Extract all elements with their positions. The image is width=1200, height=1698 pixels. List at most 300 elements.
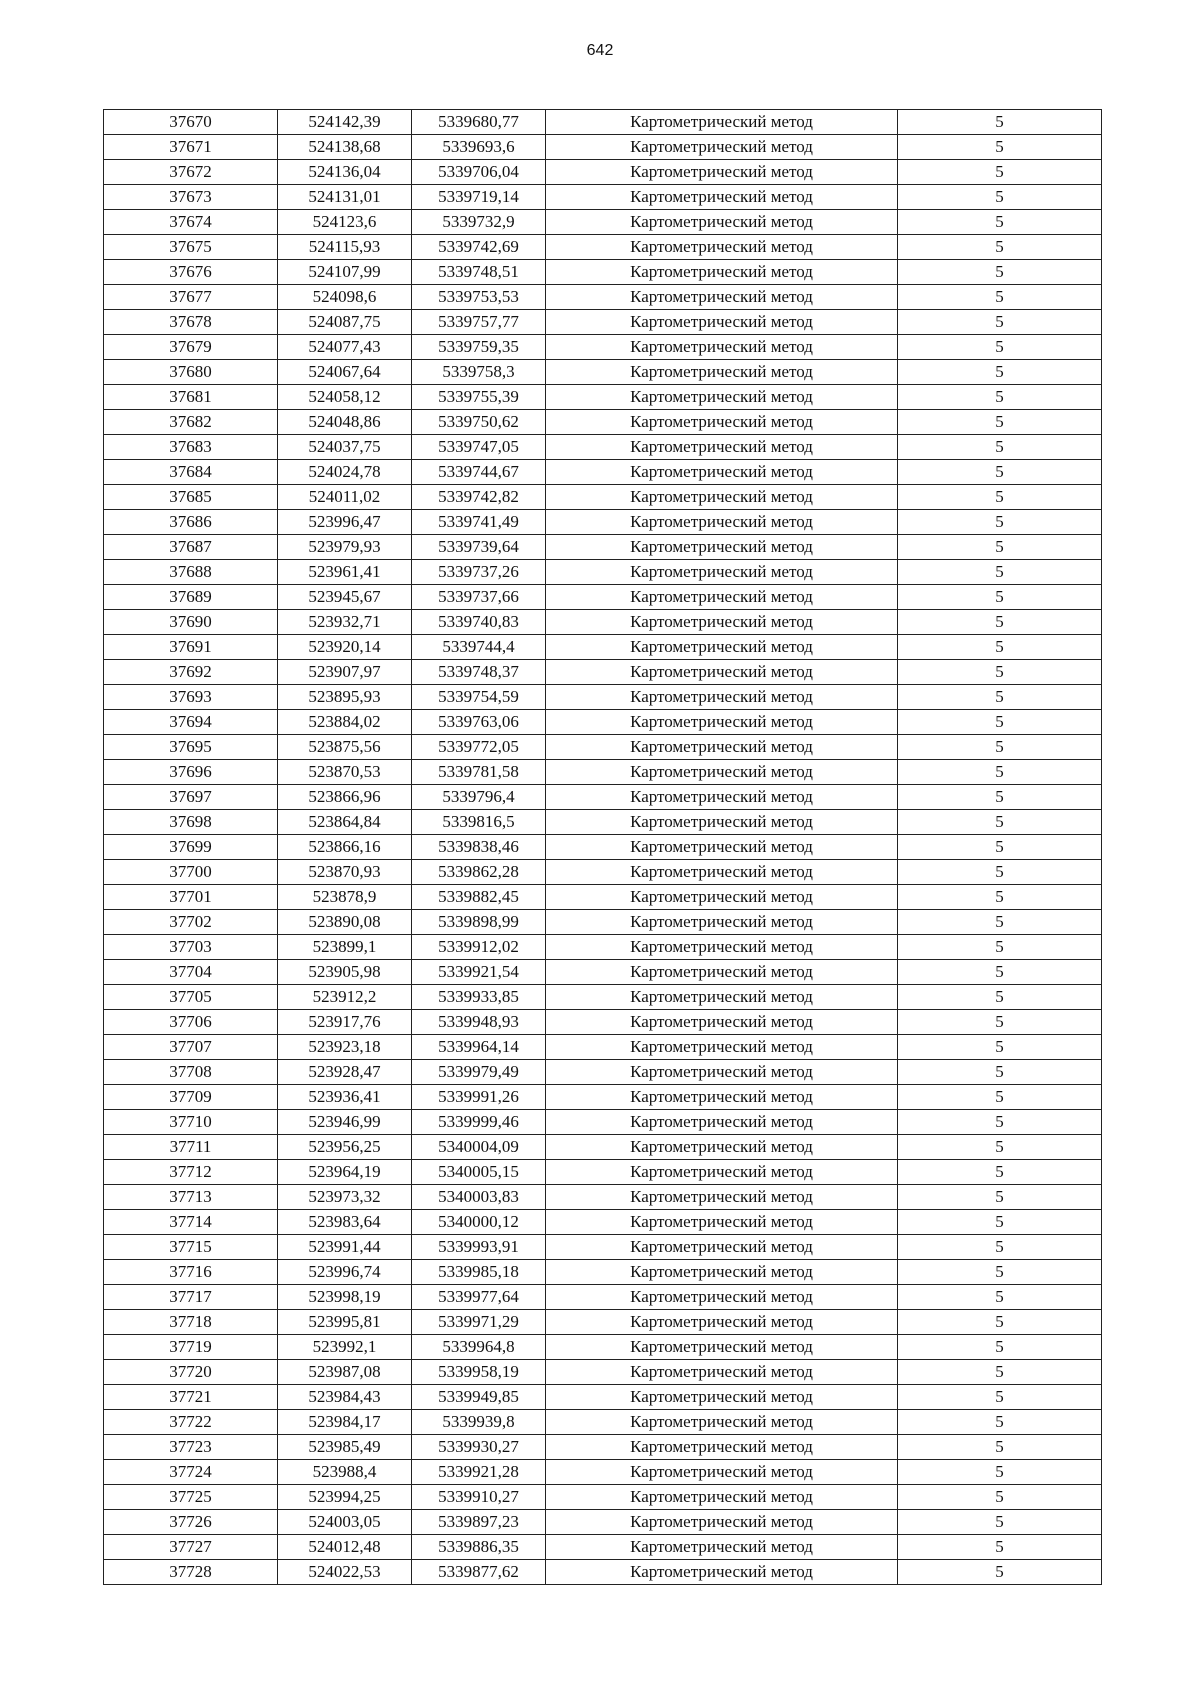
y-coordinate-cell: 5339862,28	[412, 860, 546, 885]
x-coordinate-cell: 524012,48	[278, 1535, 412, 1560]
x-coordinate-cell: 524131,01	[278, 185, 412, 210]
y-coordinate-cell: 5339732,9	[412, 210, 546, 235]
coordinates-table	[103, 109, 1102, 1585]
y-coordinate-cell: 5339744,4	[412, 635, 546, 660]
point-number-cell: 37726	[104, 1510, 278, 1535]
y-coordinate-cell: 5339748,51	[412, 260, 546, 285]
x-coordinate-cell: 523973,32	[278, 1185, 412, 1210]
method-cell: Картометрический метод	[546, 1235, 898, 1260]
x-coordinate-cell: 523994,25	[278, 1485, 412, 1510]
accuracy-cell: 5	[898, 1310, 1102, 1335]
point-number-cell: 37707	[104, 1035, 278, 1060]
x-coordinate-cell: 523936,41	[278, 1085, 412, 1110]
x-coordinate-cell: 523992,1	[278, 1335, 412, 1360]
y-coordinate-cell: 5339897,23	[412, 1510, 546, 1535]
y-coordinate-cell: 5339939,8	[412, 1410, 546, 1435]
table-row	[104, 110, 1102, 135]
accuracy-cell: 5	[898, 1460, 1102, 1485]
x-coordinate-cell: 523928,47	[278, 1060, 412, 1085]
table-row	[104, 535, 1102, 560]
point-number-cell: 37722	[104, 1410, 278, 1435]
accuracy-cell: 5	[898, 485, 1102, 510]
table-row	[104, 860, 1102, 885]
method-cell: Картометрический метод	[546, 685, 898, 710]
x-coordinate-cell: 523870,53	[278, 760, 412, 785]
method-cell: Картометрический метод	[546, 1335, 898, 1360]
y-coordinate-cell: 5339758,3	[412, 360, 546, 385]
table-row	[104, 460, 1102, 485]
x-coordinate-cell: 523895,93	[278, 685, 412, 710]
accuracy-cell: 5	[898, 1360, 1102, 1385]
method-cell: Картометрический метод	[546, 735, 898, 760]
method-cell: Картометрический метод	[546, 560, 898, 585]
point-number-cell: 37723	[104, 1435, 278, 1460]
y-coordinate-cell: 5339680,77	[412, 110, 546, 135]
accuracy-cell: 5	[898, 110, 1102, 135]
point-number-cell: 37679	[104, 335, 278, 360]
x-coordinate-cell: 523983,64	[278, 1210, 412, 1235]
table-row	[104, 785, 1102, 810]
accuracy-cell: 5	[898, 1010, 1102, 1035]
y-coordinate-cell: 5339898,99	[412, 910, 546, 935]
accuracy-cell: 5	[898, 1185, 1102, 1210]
accuracy-cell: 5	[898, 885, 1102, 910]
method-cell: Картометрический метод	[546, 1435, 898, 1460]
point-number-cell: 37705	[104, 985, 278, 1010]
method-cell: Картометрический метод	[546, 285, 898, 310]
x-coordinate-cell: 523917,76	[278, 1010, 412, 1035]
x-coordinate-cell: 523899,1	[278, 935, 412, 960]
accuracy-cell: 5	[898, 1560, 1102, 1585]
accuracy-cell: 5	[898, 135, 1102, 160]
y-coordinate-cell: 5339877,62	[412, 1560, 546, 1585]
point-number-cell: 37708	[104, 1060, 278, 1085]
method-cell: Картометрический метод	[546, 660, 898, 685]
method-cell: Картометрический метод	[546, 535, 898, 560]
point-number-cell: 37712	[104, 1160, 278, 1185]
table-row	[104, 335, 1102, 360]
point-number-cell: 37713	[104, 1185, 278, 1210]
accuracy-cell: 5	[898, 510, 1102, 535]
accuracy-cell: 5	[898, 1510, 1102, 1535]
point-number-cell: 37677	[104, 285, 278, 310]
method-cell: Картометрический метод	[546, 910, 898, 935]
method-cell: Картометрический метод	[546, 985, 898, 1010]
x-coordinate-cell: 524138,68	[278, 135, 412, 160]
table-row	[104, 660, 1102, 685]
accuracy-cell: 5	[898, 335, 1102, 360]
y-coordinate-cell: 5339964,8	[412, 1335, 546, 1360]
accuracy-cell: 5	[898, 1410, 1102, 1435]
table-row	[104, 610, 1102, 635]
table-row	[104, 1160, 1102, 1185]
accuracy-cell: 5	[898, 810, 1102, 835]
method-cell: Картометрический метод	[546, 1285, 898, 1310]
table-row	[104, 1485, 1102, 1510]
table-row	[104, 1310, 1102, 1335]
table-row	[104, 810, 1102, 835]
x-coordinate-cell: 524107,99	[278, 260, 412, 285]
table-row	[104, 435, 1102, 460]
coordinates-table-body	[104, 110, 1102, 1585]
accuracy-cell: 5	[898, 560, 1102, 585]
y-coordinate-cell: 5339816,5	[412, 810, 546, 835]
accuracy-cell: 5	[898, 210, 1102, 235]
y-coordinate-cell: 5339985,18	[412, 1260, 546, 1285]
point-number-cell: 37694	[104, 710, 278, 735]
point-number-cell: 37678	[104, 310, 278, 335]
table-row	[104, 960, 1102, 985]
accuracy-cell: 5	[898, 1135, 1102, 1160]
point-number-cell: 37711	[104, 1135, 278, 1160]
method-cell: Картометрический метод	[546, 1110, 898, 1135]
point-number-cell: 37676	[104, 260, 278, 285]
y-coordinate-cell: 5339949,85	[412, 1385, 546, 1410]
y-coordinate-cell: 5339933,85	[412, 985, 546, 1010]
y-coordinate-cell: 5340004,09	[412, 1135, 546, 1160]
accuracy-cell: 5	[898, 310, 1102, 335]
point-number-cell: 37704	[104, 960, 278, 985]
x-coordinate-cell: 524136,04	[278, 160, 412, 185]
table-row	[104, 585, 1102, 610]
method-cell: Картометрический метод	[546, 935, 898, 960]
point-number-cell: 37728	[104, 1560, 278, 1585]
method-cell: Картометрический метод	[546, 260, 898, 285]
method-cell: Картометрический метод	[546, 810, 898, 835]
x-coordinate-cell: 523866,16	[278, 835, 412, 860]
y-coordinate-cell: 5339993,91	[412, 1235, 546, 1260]
point-number-cell: 37683	[104, 435, 278, 460]
accuracy-cell: 5	[898, 1435, 1102, 1460]
y-coordinate-cell: 5339991,26	[412, 1085, 546, 1110]
y-coordinate-cell: 5339910,27	[412, 1485, 546, 1510]
x-coordinate-cell: 524058,12	[278, 385, 412, 410]
x-coordinate-cell: 523961,41	[278, 560, 412, 585]
y-coordinate-cell: 5339763,06	[412, 710, 546, 735]
method-cell: Картометрический метод	[546, 1035, 898, 1060]
method-cell: Картометрический метод	[546, 610, 898, 635]
y-coordinate-cell: 5339999,46	[412, 1110, 546, 1135]
point-number-cell: 37710	[104, 1110, 278, 1135]
table-row	[104, 1085, 1102, 1110]
accuracy-cell: 5	[898, 960, 1102, 985]
method-cell: Картометрический метод	[546, 1310, 898, 1335]
table-row	[104, 885, 1102, 910]
point-number-cell: 37716	[104, 1260, 278, 1285]
point-number-cell: 37700	[104, 860, 278, 885]
accuracy-cell: 5	[898, 235, 1102, 260]
y-coordinate-cell: 5339958,19	[412, 1360, 546, 1385]
x-coordinate-cell: 523912,2	[278, 985, 412, 1010]
x-coordinate-cell: 523988,4	[278, 1460, 412, 1485]
y-coordinate-cell: 5339772,05	[412, 735, 546, 760]
y-coordinate-cell: 5339912,02	[412, 935, 546, 960]
x-coordinate-cell: 523905,98	[278, 960, 412, 985]
accuracy-cell: 5	[898, 285, 1102, 310]
x-coordinate-cell: 523945,67	[278, 585, 412, 610]
x-coordinate-cell: 524022,53	[278, 1560, 412, 1585]
accuracy-cell: 5	[898, 1285, 1102, 1310]
accuracy-cell: 5	[898, 685, 1102, 710]
y-coordinate-cell: 5339930,27	[412, 1435, 546, 1460]
accuracy-cell: 5	[898, 710, 1102, 735]
point-number-cell: 37698	[104, 810, 278, 835]
method-cell: Картометрический метод	[546, 1260, 898, 1285]
accuracy-cell: 5	[898, 185, 1102, 210]
point-number-cell: 37703	[104, 935, 278, 960]
accuracy-cell: 5	[898, 660, 1102, 685]
method-cell: Картометрический метод	[546, 485, 898, 510]
table-row	[104, 1360, 1102, 1385]
point-number-cell: 37719	[104, 1335, 278, 1360]
x-coordinate-cell: 523878,9	[278, 885, 412, 910]
accuracy-cell: 5	[898, 910, 1102, 935]
method-cell: Картометрический метод	[546, 185, 898, 210]
accuracy-cell: 5	[898, 735, 1102, 760]
point-number-cell: 37693	[104, 685, 278, 710]
y-coordinate-cell: 5339886,35	[412, 1535, 546, 1560]
y-coordinate-cell: 5339748,37	[412, 660, 546, 685]
x-coordinate-cell: 523946,99	[278, 1110, 412, 1135]
method-cell: Картометрический метод	[546, 635, 898, 660]
y-coordinate-cell: 5339737,66	[412, 585, 546, 610]
x-coordinate-cell: 523870,93	[278, 860, 412, 885]
x-coordinate-cell: 523998,19	[278, 1285, 412, 1310]
y-coordinate-cell: 5339744,67	[412, 460, 546, 485]
point-number-cell: 37686	[104, 510, 278, 535]
y-coordinate-cell: 5339753,53	[412, 285, 546, 310]
method-cell: Картометрический метод	[546, 1210, 898, 1235]
y-coordinate-cell: 5339755,39	[412, 385, 546, 410]
table-row	[104, 485, 1102, 510]
point-number-cell: 37724	[104, 1460, 278, 1485]
point-number-cell: 37672	[104, 160, 278, 185]
table-row	[104, 1035, 1102, 1060]
y-coordinate-cell: 5339781,58	[412, 760, 546, 785]
x-coordinate-cell: 523864,84	[278, 810, 412, 835]
point-number-cell: 37690	[104, 610, 278, 635]
y-coordinate-cell: 5339882,45	[412, 885, 546, 910]
x-coordinate-cell: 524123,6	[278, 210, 412, 235]
method-cell: Картометрический метод	[546, 360, 898, 385]
y-coordinate-cell: 5339979,49	[412, 1060, 546, 1085]
x-coordinate-cell: 524142,39	[278, 110, 412, 135]
y-coordinate-cell: 5339948,93	[412, 1010, 546, 1035]
method-cell: Картометрический метод	[546, 860, 898, 885]
x-coordinate-cell: 524067,64	[278, 360, 412, 385]
point-number-cell: 37673	[104, 185, 278, 210]
point-number-cell: 37717	[104, 1285, 278, 1310]
point-number-cell: 37701	[104, 885, 278, 910]
y-coordinate-cell: 5339750,62	[412, 410, 546, 435]
table-row	[104, 910, 1102, 935]
point-number-cell: 37727	[104, 1535, 278, 1560]
method-cell: Картометрический метод	[546, 410, 898, 435]
table-row	[104, 1110, 1102, 1135]
accuracy-cell: 5	[898, 160, 1102, 185]
point-number-cell: 37714	[104, 1210, 278, 1235]
method-cell: Картометрический метод	[546, 835, 898, 860]
method-cell: Картометрический метод	[546, 885, 898, 910]
table-row	[104, 510, 1102, 535]
x-coordinate-cell: 524011,02	[278, 485, 412, 510]
x-coordinate-cell: 523866,96	[278, 785, 412, 810]
accuracy-cell: 5	[898, 1210, 1102, 1235]
point-number-cell: 37709	[104, 1085, 278, 1110]
accuracy-cell: 5	[898, 1235, 1102, 1260]
y-coordinate-cell: 5339971,29	[412, 1310, 546, 1335]
method-cell: Картометрический метод	[546, 1460, 898, 1485]
x-coordinate-cell: 524024,78	[278, 460, 412, 485]
table-row	[104, 260, 1102, 285]
method-cell: Картометрический метод	[546, 1010, 898, 1035]
accuracy-cell: 5	[898, 610, 1102, 635]
table-row	[104, 1010, 1102, 1035]
table-row	[104, 710, 1102, 735]
point-number-cell: 37715	[104, 1235, 278, 1260]
x-coordinate-cell: 523996,47	[278, 510, 412, 535]
x-coordinate-cell: 523875,56	[278, 735, 412, 760]
accuracy-cell: 5	[898, 535, 1102, 560]
table-row	[104, 1535, 1102, 1560]
point-number-cell: 37706	[104, 1010, 278, 1035]
method-cell: Картометрический метод	[546, 235, 898, 260]
y-coordinate-cell: 5339719,14	[412, 185, 546, 210]
table-row	[104, 1235, 1102, 1260]
accuracy-cell: 5	[898, 785, 1102, 810]
y-coordinate-cell: 5339706,04	[412, 160, 546, 185]
table-row	[104, 685, 1102, 710]
table-row	[104, 310, 1102, 335]
x-coordinate-cell: 523932,71	[278, 610, 412, 635]
table-row	[104, 410, 1102, 435]
x-coordinate-cell: 524077,43	[278, 335, 412, 360]
point-number-cell: 37718	[104, 1310, 278, 1335]
accuracy-cell: 5	[898, 1535, 1102, 1560]
y-coordinate-cell: 5340000,12	[412, 1210, 546, 1235]
point-number-cell: 37702	[104, 910, 278, 935]
method-cell: Картометрический метод	[546, 585, 898, 610]
accuracy-cell: 5	[898, 1060, 1102, 1085]
y-coordinate-cell: 5339921,28	[412, 1460, 546, 1485]
point-number-cell: 37671	[104, 135, 278, 160]
method-cell: Картометрический метод	[546, 460, 898, 485]
y-coordinate-cell: 5339796,4	[412, 785, 546, 810]
point-number-cell: 37691	[104, 635, 278, 660]
method-cell: Картометрический метод	[546, 1560, 898, 1585]
method-cell: Картометрический метод	[546, 1135, 898, 1160]
y-coordinate-cell: 5339693,6	[412, 135, 546, 160]
method-cell: Картометрический метод	[546, 160, 898, 185]
table-row	[104, 1560, 1102, 1585]
y-coordinate-cell: 5340003,83	[412, 1185, 546, 1210]
x-coordinate-cell: 523985,49	[278, 1435, 412, 1460]
accuracy-cell: 5	[898, 360, 1102, 385]
x-coordinate-cell: 523923,18	[278, 1035, 412, 1060]
table-row	[104, 160, 1102, 185]
method-cell: Картометрический метод	[546, 1085, 898, 1110]
point-number-cell: 37681	[104, 385, 278, 410]
x-coordinate-cell: 523995,81	[278, 1310, 412, 1335]
accuracy-cell: 5	[898, 1485, 1102, 1510]
table-row	[104, 135, 1102, 160]
accuracy-cell: 5	[898, 410, 1102, 435]
accuracy-cell: 5	[898, 1260, 1102, 1285]
y-coordinate-cell: 5339964,14	[412, 1035, 546, 1060]
table-row	[104, 1135, 1102, 1160]
table-row	[104, 1285, 1102, 1310]
x-coordinate-cell: 523984,17	[278, 1410, 412, 1435]
method-cell: Картометрический метод	[546, 435, 898, 460]
method-cell: Картометрический метод	[546, 760, 898, 785]
accuracy-cell: 5	[898, 1035, 1102, 1060]
accuracy-cell: 5	[898, 435, 1102, 460]
y-coordinate-cell: 5339741,49	[412, 510, 546, 535]
method-cell: Картометрический метод	[546, 510, 898, 535]
y-coordinate-cell: 5339977,64	[412, 1285, 546, 1310]
y-coordinate-cell: 5339742,69	[412, 235, 546, 260]
x-coordinate-cell: 524098,6	[278, 285, 412, 310]
x-coordinate-cell: 523987,08	[278, 1360, 412, 1385]
accuracy-cell: 5	[898, 1085, 1102, 1110]
accuracy-cell: 5	[898, 635, 1102, 660]
table-row	[104, 1385, 1102, 1410]
table-row	[104, 1335, 1102, 1360]
point-number-cell: 37675	[104, 235, 278, 260]
accuracy-cell: 5	[898, 835, 1102, 860]
x-coordinate-cell: 523920,14	[278, 635, 412, 660]
table-row	[104, 285, 1102, 310]
point-number-cell: 37689	[104, 585, 278, 610]
table-row	[104, 760, 1102, 785]
point-number-cell: 37697	[104, 785, 278, 810]
x-coordinate-cell: 524087,75	[278, 310, 412, 335]
method-cell: Картометрический метод	[546, 1410, 898, 1435]
x-coordinate-cell: 524115,93	[278, 235, 412, 260]
point-number-cell: 37695	[104, 735, 278, 760]
method-cell: Картометрический метод	[546, 1160, 898, 1185]
x-coordinate-cell: 523890,08	[278, 910, 412, 935]
point-number-cell: 37680	[104, 360, 278, 385]
table-row	[104, 1510, 1102, 1535]
method-cell: Картометрический метод	[546, 110, 898, 135]
table-row	[104, 1060, 1102, 1085]
x-coordinate-cell: 523964,19	[278, 1160, 412, 1185]
point-number-cell: 37685	[104, 485, 278, 510]
method-cell: Картометрический метод	[546, 1060, 898, 1085]
y-coordinate-cell: 5339838,46	[412, 835, 546, 860]
accuracy-cell: 5	[898, 260, 1102, 285]
x-coordinate-cell: 523884,02	[278, 710, 412, 735]
accuracy-cell: 5	[898, 1110, 1102, 1135]
x-coordinate-cell: 523984,43	[278, 1385, 412, 1410]
y-coordinate-cell: 5339747,05	[412, 435, 546, 460]
table-row	[104, 360, 1102, 385]
accuracy-cell: 5	[898, 1160, 1102, 1185]
method-cell: Картометрический метод	[546, 1385, 898, 1410]
table-row	[104, 185, 1102, 210]
x-coordinate-cell: 523996,74	[278, 1260, 412, 1285]
method-cell: Картометрический метод	[546, 210, 898, 235]
accuracy-cell: 5	[898, 1385, 1102, 1410]
method-cell: Картометрический метод	[546, 335, 898, 360]
point-number-cell: 37721	[104, 1385, 278, 1410]
accuracy-cell: 5	[898, 460, 1102, 485]
method-cell: Картометрический метод	[546, 785, 898, 810]
table-row	[104, 210, 1102, 235]
x-coordinate-cell: 524037,75	[278, 435, 412, 460]
method-cell: Картометрический метод	[546, 710, 898, 735]
